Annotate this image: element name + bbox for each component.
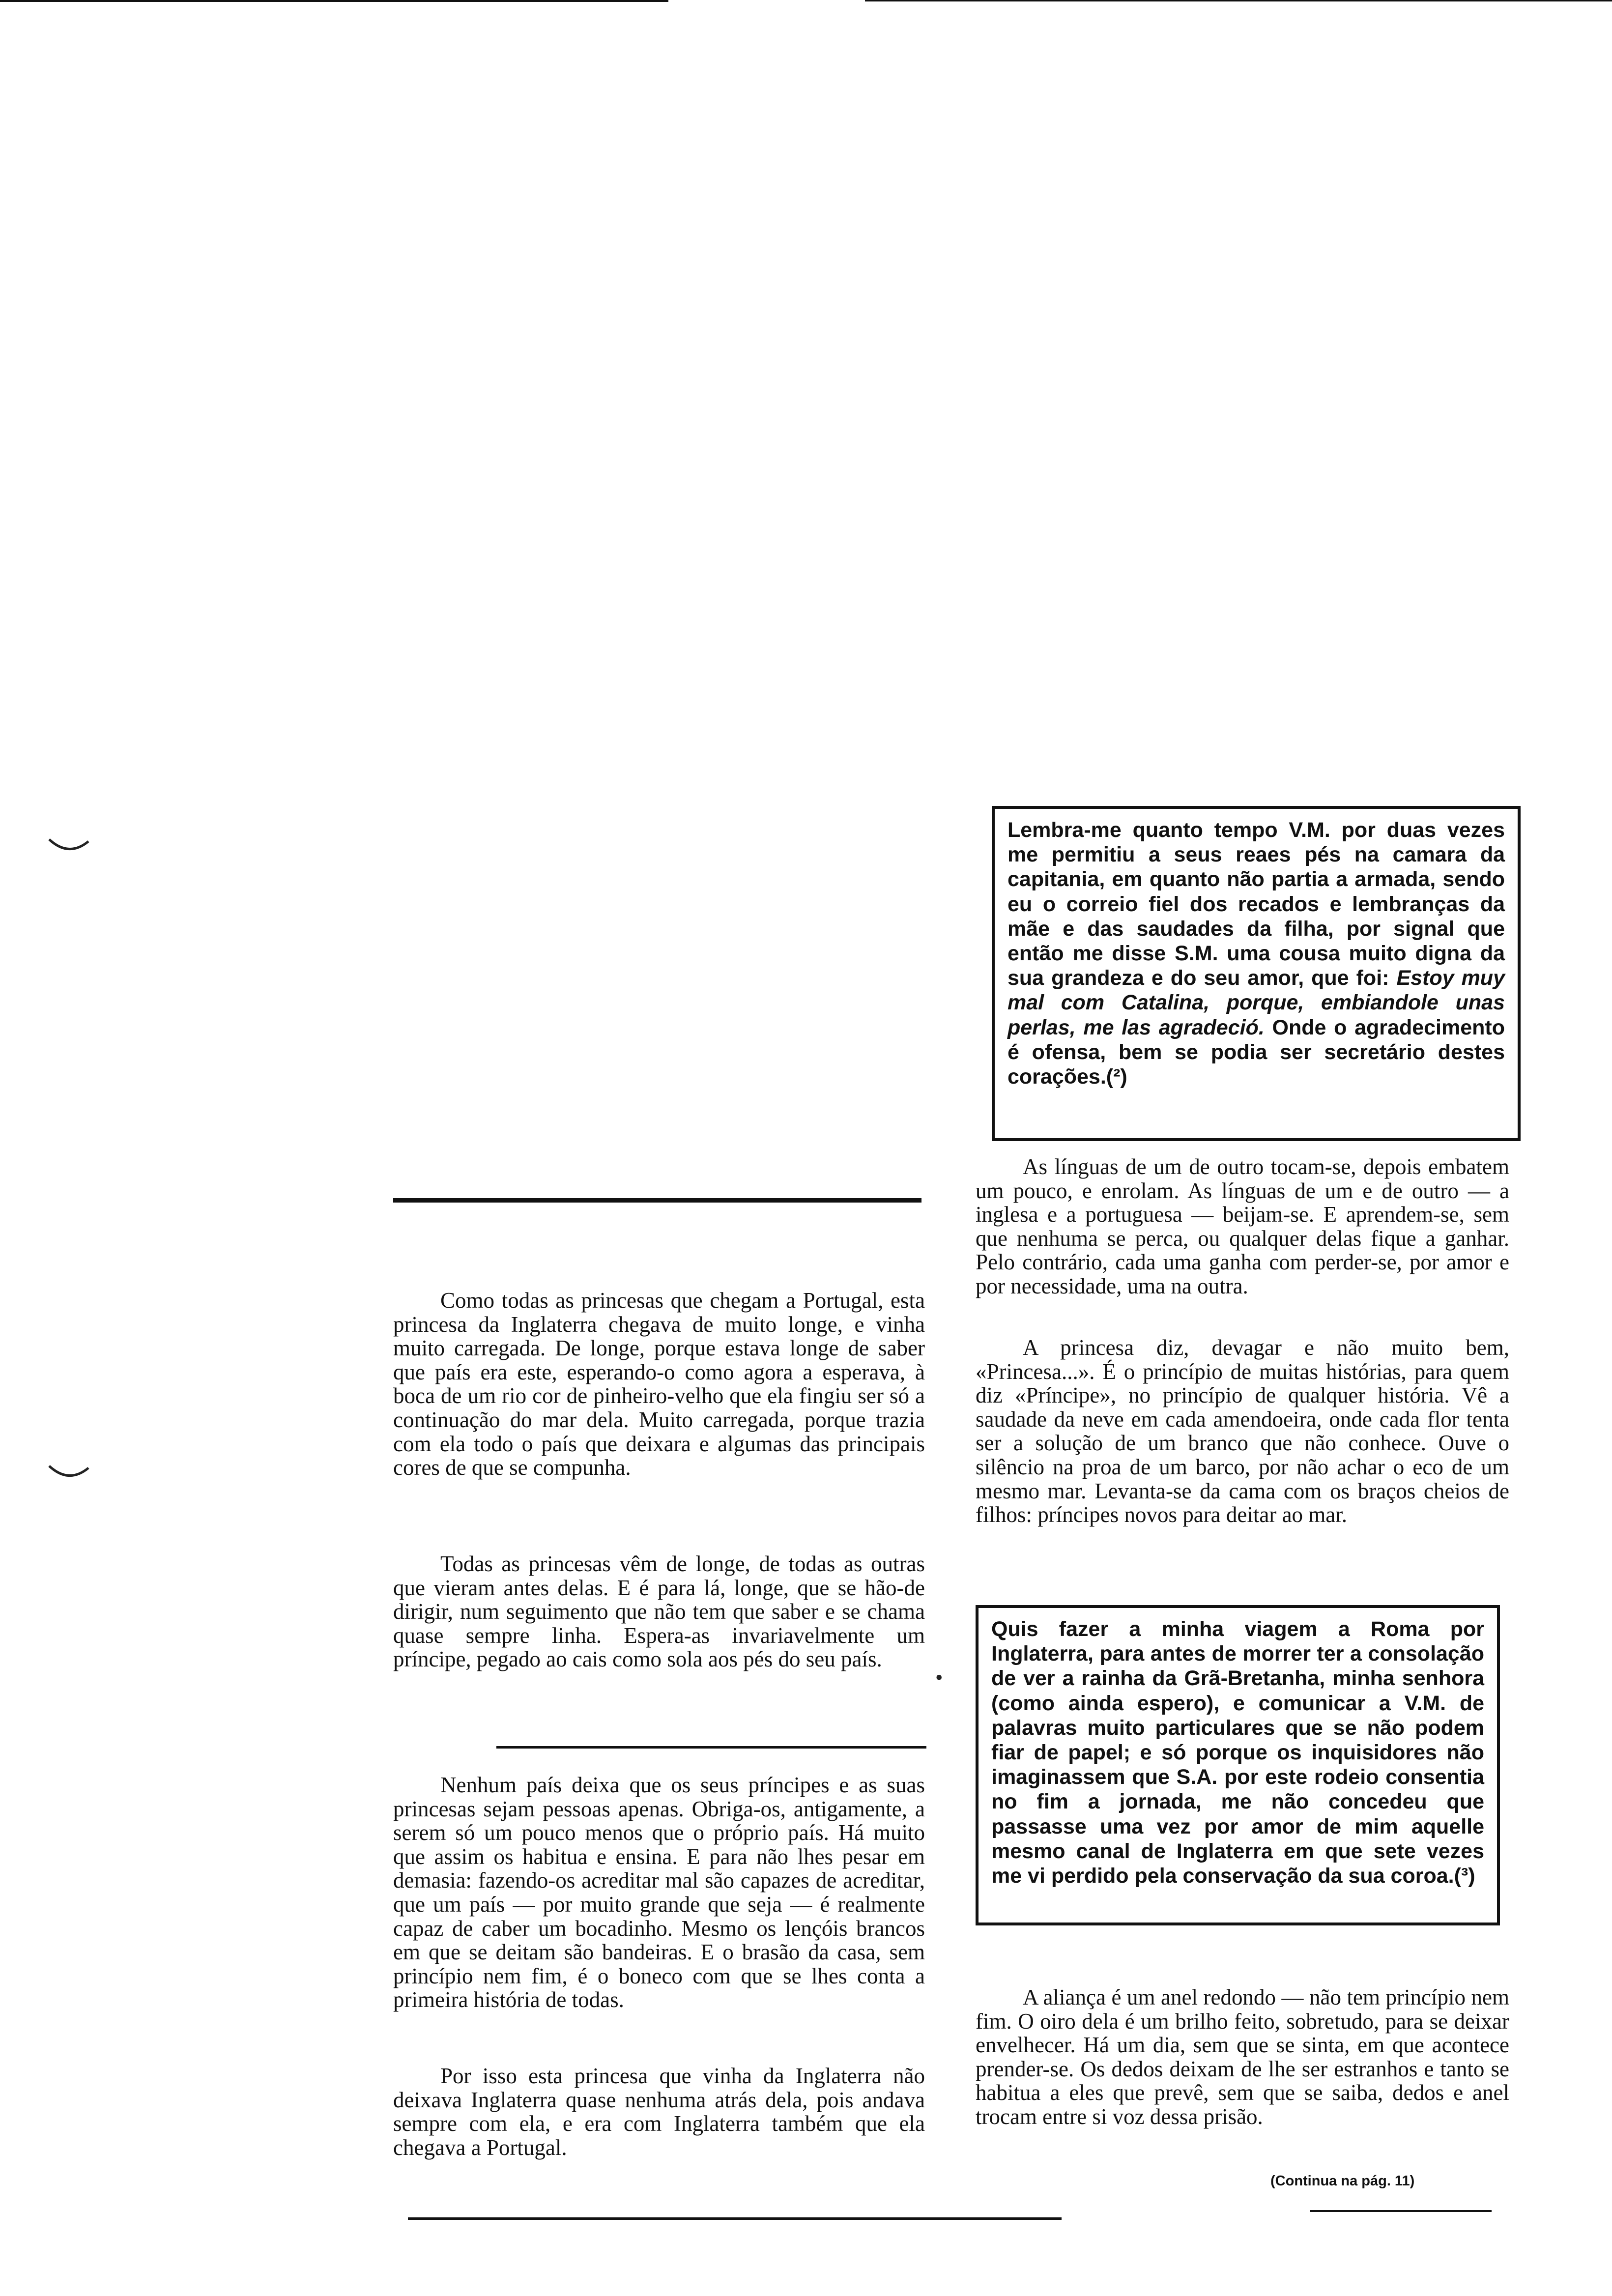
quote-1-italic: Estoy muy mal com Catalina, porque, embiandole unas perlas, me las agradeció. (1008, 966, 1505, 1039)
left-paragraph-2: Todas as princesas vêm de longe, de todas as outras que vieram antes delas. E é para lá, longe, que se hão-de dirigir, num seguimento que não tem que saber e se chama quase sempre linha. Espera-as invariavelmente um príncipe, pegado ao cais como sola aos pés do seu país. (393, 1551, 925, 1672)
left-separator-rule (496, 1746, 926, 1749)
top-rule-right (865, 0, 1612, 1)
left-paragraph-1: Como todas as princesas que chegam a Portugal, esta princesa da Inglaterra chegava de muito longe, e vinha muito carregada. De longe, porque estava longe de saber que país era este, esperando-o como agora a esperava, à boca de um rio cor de pinheiro-velho que ela fingiu ser só a continuação do mar dela. Muito carregada, porque trazia com ela todo o país que deixara e algumas das principais cores de que se compunha. (393, 1288, 925, 1480)
quote-1-text-b: Onde o agradecimento é ofensa, bem se podia ser secretário destes corações.(²) (1008, 1015, 1505, 1089)
left-paragraph-4: Por isso esta princesa que vinha da Inglaterra não deixava Inglaterra quase nenhuma atrás dela, pois andava sempre com ela, e era com Inglaterra também que ela chegava a Portugal. (393, 2064, 925, 2160)
bullet-mark: • (935, 1665, 943, 1690)
right-paragraph-2: A princesa diz, devagar e não muito bem, «Princesa...». É o princípio de muitas histórias, para quem diz «Príncipe», no princípio de qualquer história. Vê a saudade da neve em cada amendoeira, onde cada flor tenta ser a solução de um branco que não conhece. Ouve o silêncio na proa de um barco, por não achar o eco de um mesmo mar. Levanta-se da cama com os braços cheios de filhos: príncipes novos para deitar ao mar. (976, 1335, 1509, 1527)
left-column-top-rule (393, 1198, 921, 1203)
quote-box-1 (992, 806, 1521, 1141)
continued-note: (Continua na pág. 11) (1270, 2173, 1415, 2189)
right-paragraph-3: A aliança é um anel redondo — não tem princípio nem fim. O oiro dela é um brilho feito, sobretudo, para se deixar envelhecer. Há um dia, sem que se sinta, em que acontece prender-se. Os dedos deixam de lhe ser estranhos e tanto se habitua a eles que prevê, sem que se saiba, dedos e anel trocam entre si voz dessa prisão. (976, 1985, 1509, 2129)
binder-mark-lower (47, 1462, 91, 1482)
bottom-rule-right (1310, 2210, 1492, 2212)
right-paragraph-1: As línguas de um de outro tocam-se, depois embatem um pouco, e enrolam. As línguas de um e de outro — a inglesa e a portuguesa — beijam-se. E aprendem-se, sem que nenhuma se perca, ou qualquer delas fique a ganhar. Pelo contrário, cada uma ganha com perder-se, por amor e por necessidade, uma na outra. (976, 1154, 1509, 1298)
top-rule-left (0, 0, 668, 2)
binder-mark-upper (47, 835, 91, 855)
quote-2-text: Quis fazer a minha viagem a Roma por Inglaterra, para antes de morrer ter a consolação de ver a rainha da Grã-Bretanha, minha senhora (como ainda espero), e comunicar a V.M. de palavras muito particulares que se não podem fiar de papel; e só porque os inquisidores não imaginassem que S.A. por este rodeio consentia no fim a jornada, me não concedeu que passasse uma vez por amor de mim aquelle mesmo canal de Inglaterra em que sete vezes me vi perdido pela conservação da sua coroa.(³) (991, 1617, 1484, 1888)
quote-box-2 (976, 1605, 1500, 1925)
left-paragraph-3: Nenhum país deixa que os seus príncipes e as suas princesas sejam pessoas apenas. Obriga-os, antigamente, a serem só um pouco menos que o próprio país. Há muito que assim os habitua e ensina. E para não lhes pesar em demasia: fazendo-os acreditar mal são capazes de acreditar, que um país — por muito grande que seja — é realmente capaz de caber um bocadinho. Mesmo os lençóis brancos em que se deitam são bandeiras. E o brasão da casa, sem princípio nem fim, é o boneco com que se lhes conta a primeira história de todas. (393, 1773, 925, 2012)
quote-1-text-a: Lembra-me quanto tempo V.M. por duas vezes me permitiu a seus reaes pés na camara da capitania, em quanto não partia a armada, sendo eu o correio fiel dos recados e lembranças da mãe e das saudades da filha, por signal que então me disse S.M. uma cousa muito digna da sua grandeza e do seu amor, que foi: (1008, 818, 1505, 990)
bottom-rule-left (408, 2217, 1062, 2220)
